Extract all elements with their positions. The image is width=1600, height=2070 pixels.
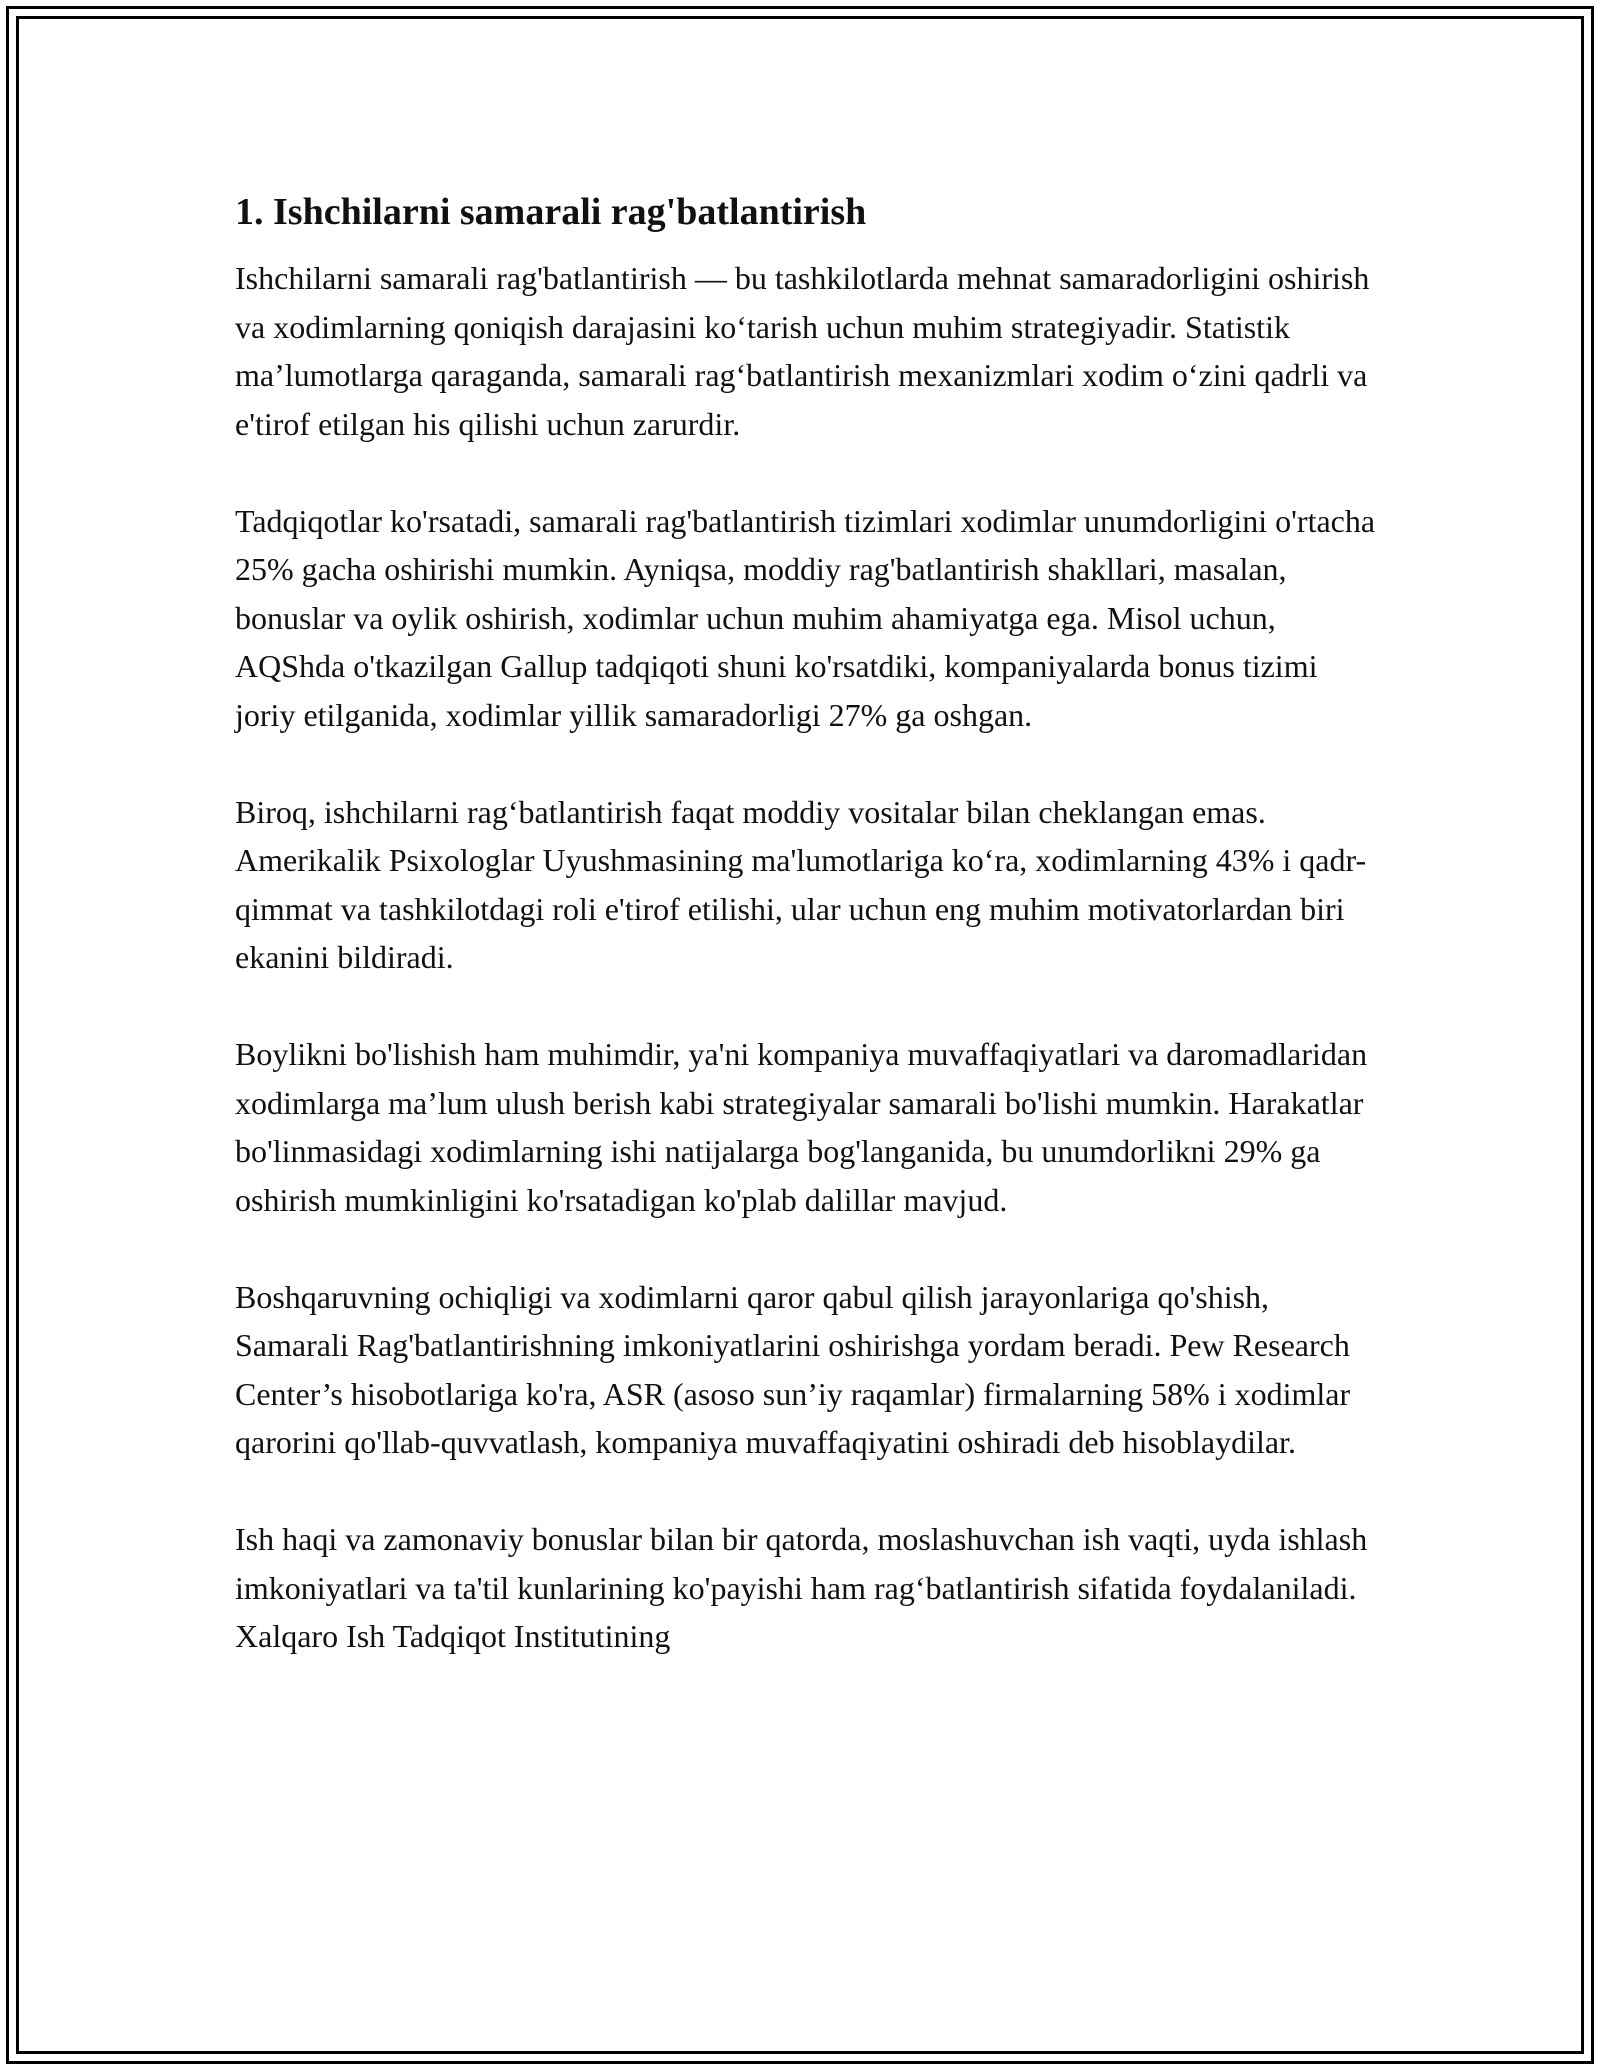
- paragraph-3: Biroq, ishchilarni ragʻbatlantirish faqat moddiy vositalar bilan cheklangan emas. Amerikalik Psixologlar Uyushmasining ma'lumotlariga koʻra, xodimlarning 43% i qadr-qimmat va tashkilotdagi roli e'tirof etilishi, ular uchun eng muhim motivatorlardan biri ekanini bildiradi.: [235, 793, 1367, 975]
- paragraph-1: Ishchilarni samarali rag'batlantirish — bu tashkilotlarda mehnat samaradorligini oshirish va xodimlarning qoniqish darajasini koʻtarish uchun muhim strategiyadir. Statistik ma’lumotlarga qaraganda, samarali ragʻbatlantirish mexanizmlari xodim oʻzini qadrli va e'tirof etilgan his qilishi uchun zarurdir.: [235, 260, 1370, 442]
- paragraph-4: Boylikni bo'lishish ham muhimdir, ya'ni kompaniya muvaffaqiyatlari va daromadlaridan xodimlarga ma’lum ulush berish kabi strategiyalar samarali bo'lishi mumkin. Harakatlar bo'linmasidagi xodimlarning ishi natijalarga bog'langanida, bu unumdorlikni 29% ga oshirish mumkinligini ko'rsatadigan ko'plab dalillar mavjud.: [235, 1036, 1368, 1218]
- document-body: [235, 186, 1385, 1709]
- paragraph-6: Ish haqi va zamonaviy bonuslar bilan bir qatorda, moslashuvchan ish vaqti, uyda ishlash imkoniyatlari va ta'til kunlarining ko'payishi ham ragʻbatlantirish sifatida foydalaniladi. Xalqaro Ish Tadqiqot Institutining: [235, 1521, 1368, 1654]
- paragraph-5: Boshqaruvning ochiqligi va xodimlarni qaror qabul qilish jarayonlariga qo'shish, Samarali Rag'batlantirishning imkoniyatlarini oshirishga yordam beradi. Pew Research Center’s hisobotlariga ko'ra, ASR (asoso sun’iy raqamlar) firmalarning 58% i xodimlar qarorini qo'llab-quvvatlash, kompaniya muvaffaqiyatini oshiradi deb hisoblaydilar.: [235, 1278, 1351, 1460]
- paragraph-2: Tadqiqotlar ko'rsatadi, samarali rag'batlantirish tizimlari xodimlar unumdorligini o'rtacha 25% gacha oshirishi mumkin. Ayniqsa, moddiy rag'batlantirish shakllari, masalan, bonuslar va oylik oshirish, xodimlar uchun muhim ahamiyatga ega. Misol uchun, AQShda o'tkazilgan Gallup tadqiqoti shuni ko'rsatdiki, kompaniyalarda bonus tizimi joriy etilganida, xodimlar yillik samaradorligi 27% ga oshgan.: [235, 502, 1376, 733]
- section-heading: 1. Ishchilarni samarali rag'batlantirish: [235, 191, 867, 233]
